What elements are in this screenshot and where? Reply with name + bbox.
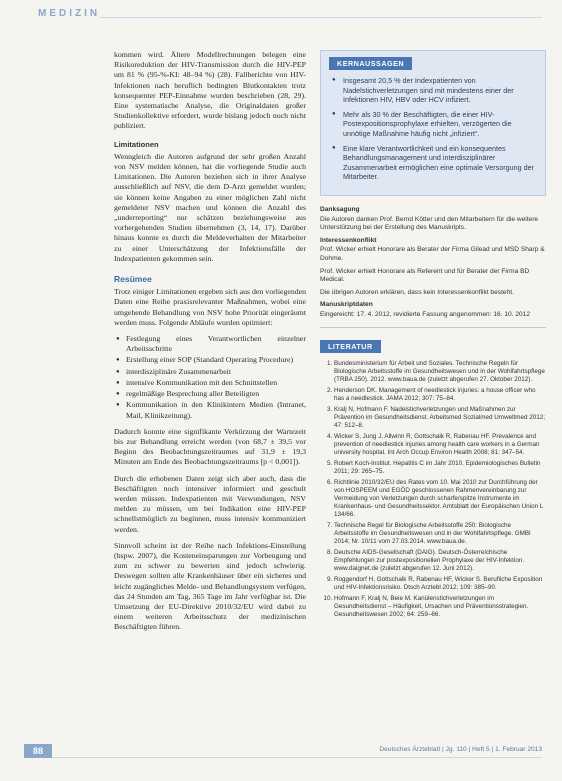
list-item: ● intensive Kommunikation mit den Schnittstellen <box>126 378 306 388</box>
list-item: ● Eine klare Verantwortlichkeit und ein konsequentes Behandlungsmanagement und interdisziplinärer Zusammenarbeit ermöglichen eine optimale Versorgung der Mitarbeiter. <box>343 144 537 182</box>
paragraph-summary: Trotz einiger Limitationen ergeben sich aus den vorliegenden Daten eine Reihe praxisrelevanter Maßnahmen, wobei eine umgehende Behandlung von NSV hohe Priorität eingeräumt werden muss. Folgende Abläufe wurden optimiert: <box>114 287 306 327</box>
reference-item: 2. Henderson DK. Management of needlestick injuries: a house officer who has a needlestick. JAMA 2012; 307: 75–84. <box>334 387 546 403</box>
paragraph-limitations: Wenngleich die Autoren aufgrund der sehr großen Anzahl von NSV melden können, hat die vorliegende Studie auch Limitationen. Die Autoren beziehen sich in ihrer Analyse ausschließlich auf NSV, die dem D-Arzt gemeldet wurden; sie können keine Angaben zu einer möglichen Zahl nicht gemeldeter NSV machen und können die Anzahl des „underreporting“ nur schätzen beziehungsweise aus vorhergehenden Studien übernehmen (3, 14, 17). Darüber hinaus konnte es durch die Meldeverhalten der Mitarbeiter zu einer Unterschätzung der Infektionsfälle der Indexpatienten gekommen sein. <box>114 151 306 263</box>
conflict-text: Prof. Wicker erhielt Honorare als Berater der Firma Gilead und MSD Sharp & Dohme. <box>320 246 545 262</box>
list-item: ● Erstellung einer SOP (Standard Operating Procedure) <box>126 355 306 365</box>
key-messages-box <box>320 50 546 196</box>
summary-heading: Resümee <box>114 274 152 285</box>
list-item: ● regelmäßige Besprechung aller Beteiligten <box>126 389 306 399</box>
conflict-heading: Interessenkonflikt <box>320 236 377 244</box>
reference-item: 4. Wicker S, Jung J, Allwinn R, Gottschalk R, Rabenau HF. Prevalence and prevention of needlestick injuries among health care workers in a German university hospital. Int Arch Occup Environ Health 2008; 81: 347–54. <box>334 433 546 457</box>
conflict-text: Prof. Wicker erhielt Honorare als Referent und für Berater der Firma BD Medical. <box>320 267 530 284</box>
limitations-heading: Limitationen <box>114 139 159 149</box>
paragraph-intro: kommen wird. Ältere Modellrechnungen belegen eine Risikoreduktion der HIV-Transmission durch die HIV-PEP um 81 % (95-%-KI: 48–94 %) (28). Fallberichte von HIV-Infektionen nach beruflich bedingten Blutkontakten trotz konsequenter PEP-Einnahme wurden beschrieben (28, 29). Eine systematische Analyse, die Originaldaten großer Studienkollektive erfordert, wurde bislang jedoch noch nicht publiziert. <box>114 50 306 131</box>
page-header <box>0 8 562 26</box>
key-messages-title: KERNAUSSAGEN <box>329 57 412 70</box>
reference-list <box>320 360 546 619</box>
reference-item: 1. Bundesministerium für Arbeit und Soziales. Technische Regeln für Biologische Arbeitsstoffe im Gesundheitswesen und in der Wohlfahrtspflege (TRBA 250). 2012. www.baua.de (zuletzt abgerufen 27. Oktober 2012). <box>334 360 546 384</box>
thanks-heading: Danksagung <box>320 205 360 213</box>
paragraph-training: Durch die erhobenen Daten zeigt sich aber auch, dass die Beschäftigten noch intensiver informiert und geschult werden müssen. Indexpatienten mit Verwundungen, NSV melden zu müssen, um bei Indikation eine HIV-PEP schnellstmöglich zu beginnen, muss intensiv kommuniziert werden. <box>114 473 306 534</box>
reference-item: 9. Roggendorf H, Gottschalk R, Rabenau HF, Wicker S. Berufliche Exposition und HIV-Infektionsrisiko. Dtsch Arztebl 2012; 109: 385–90. <box>334 576 546 592</box>
literature-heading: LITERATUR <box>320 340 381 353</box>
reference-item: 6. Richtlinie 2010/32/EU des Rates vom 10. Mai 2010 zur Durchführung der von HOSPEEM und EGÖD geschlossenen Rahmenvereinbarung zur Vermeidung von Verletzungen durch scharfe/spitze Instrumente im Krankenhaus- und Gesundheitssektor. Amtsblatt der Europäischen Union L 134/66. <box>334 479 546 519</box>
list-item: ● Kommunikation in den Klinikintern Medien (Intranet, Mail, Klinikzeitung). <box>126 400 306 420</box>
page-number: 88 <box>24 744 52 758</box>
page-footer <box>0 744 562 764</box>
reference-item: 8. Deutsche AIDS-Gesellschaft (DAIG). Deutsch-Österreichische Empfehlungen zur postexpositionellen Prophylaxe der HIV-Infektion. www.daignet.de (zuletzt abgerufen 12. Juni 2012). <box>334 549 546 573</box>
reference-item: 5. Robert Koch-Institut. Hepatitis C im Jahr 2010. Epidemiologisches Bulletin 2011; 29: 265–75. <box>334 460 546 476</box>
section-label: MEDIZIN <box>38 8 101 19</box>
list-item: ● Festlegung eines Verantwortlichen einzelner Arbeitsschritte <box>126 334 306 354</box>
reference-item: 10. Hofmann F, Kralj N, Beie M. Kanülenstichverletzungen im Gesundheitsdienst – Häufigkeit, Ursachen und Präventionsstrategien. Gesundheitswesen 2002; 64: 259–66. <box>334 595 546 619</box>
footer-divider <box>52 757 542 758</box>
thanks-text: Die Autoren danken Prof. Bernd Kötter und den Mitarbeitern für die weitere Unterstützung bei der Erstellung des Manuskripts. <box>320 215 539 232</box>
manuscript-heading: Manuskriptdaten <box>320 301 373 309</box>
list-item: ● Mehr als 30 % der Beschäftigten, die einer HIV-Postexpositionsprophylaxe erhielten, verzögerten die unnötige Maßnahme häufig nicht „infiziert“. <box>343 110 537 139</box>
conflict-text: Die übrigen Autoren erklären, dass kein Interessenkonflikt besteht. <box>320 288 514 296</box>
article-meta <box>320 206 546 329</box>
paragraph-results: Dadurch konnte eine signifikante Verkürzung der Wartezeit bis zur Behandlung erreicht werden (von 68,7 ± 39,5 vor Beginn des Beobachtungszeitraumes auf 31,9 ± 19,3 Minuten am Ende des Beobachtungszeitraums [p < 0,001]). <box>114 426 306 467</box>
reference-item: 7. Technische Regel für Biologische Arbeitsstoffe 250: Biologische Arbeitsstoffe im Gesundheitswesen und in der Wohlfahrtspflege. GMBl 2014; Nr. 10/11 vom 27.03.2014. www.baua.de. <box>334 522 546 546</box>
header-divider <box>100 17 542 18</box>
measures-list <box>114 334 306 421</box>
list-item: ● interdisziplinäre Zusammenarbeit <box>126 367 306 377</box>
paragraph-conclusion: Sinnvoll scheint ist der Reihe nach Infektions-Einstellung (bspw. 2007), die Kosteneinsparungen zur Vorbeugung und zum zu schwer zu bewerten sind jedoch schwierig. Deswegen sollten alle Krankenhäuser über ein sicheres und leicht zugängliches Melde- und Behandlungsystem verfügen, das 24 Stunden am Tag, 365 Tage im Jahr verfügbar ist. Die Umsetzung der EU-Direktive 2010/32/EU wird dabei zu einem weiteren Arbeitsschutz der medizinischen Beschäftigten führen. <box>114 540 306 632</box>
list-item: ● Insgesamt 20,5 % der Indexpatienten von Nadelstichverletzungen sind mit mindestens einer der Infektionen HIV, HBV oder HCV infiziert. <box>343 76 537 105</box>
meta-divider <box>320 327 546 328</box>
manuscript-text: Eingereicht: 17. 4. 2012, revidierte Fassung angenommen: 16. 10. 2012 <box>320 310 531 318</box>
journal-citation: Deutsches Ärzteblatt | Jg. 110 | Heft 5 | 1. Februar 2013 <box>379 746 542 753</box>
reference-item: 3. Kralj N, Hofmann F. Nadelstichverletzungen und Maßnahmen zur Prävention im Gesundheitsdienst. Arbeitsmed Sozialmed Umweltmed 2012; 47: 512–8. <box>334 406 546 430</box>
key-messages-list <box>321 76 545 182</box>
main-text-column <box>114 50 306 639</box>
side-column <box>320 50 546 622</box>
